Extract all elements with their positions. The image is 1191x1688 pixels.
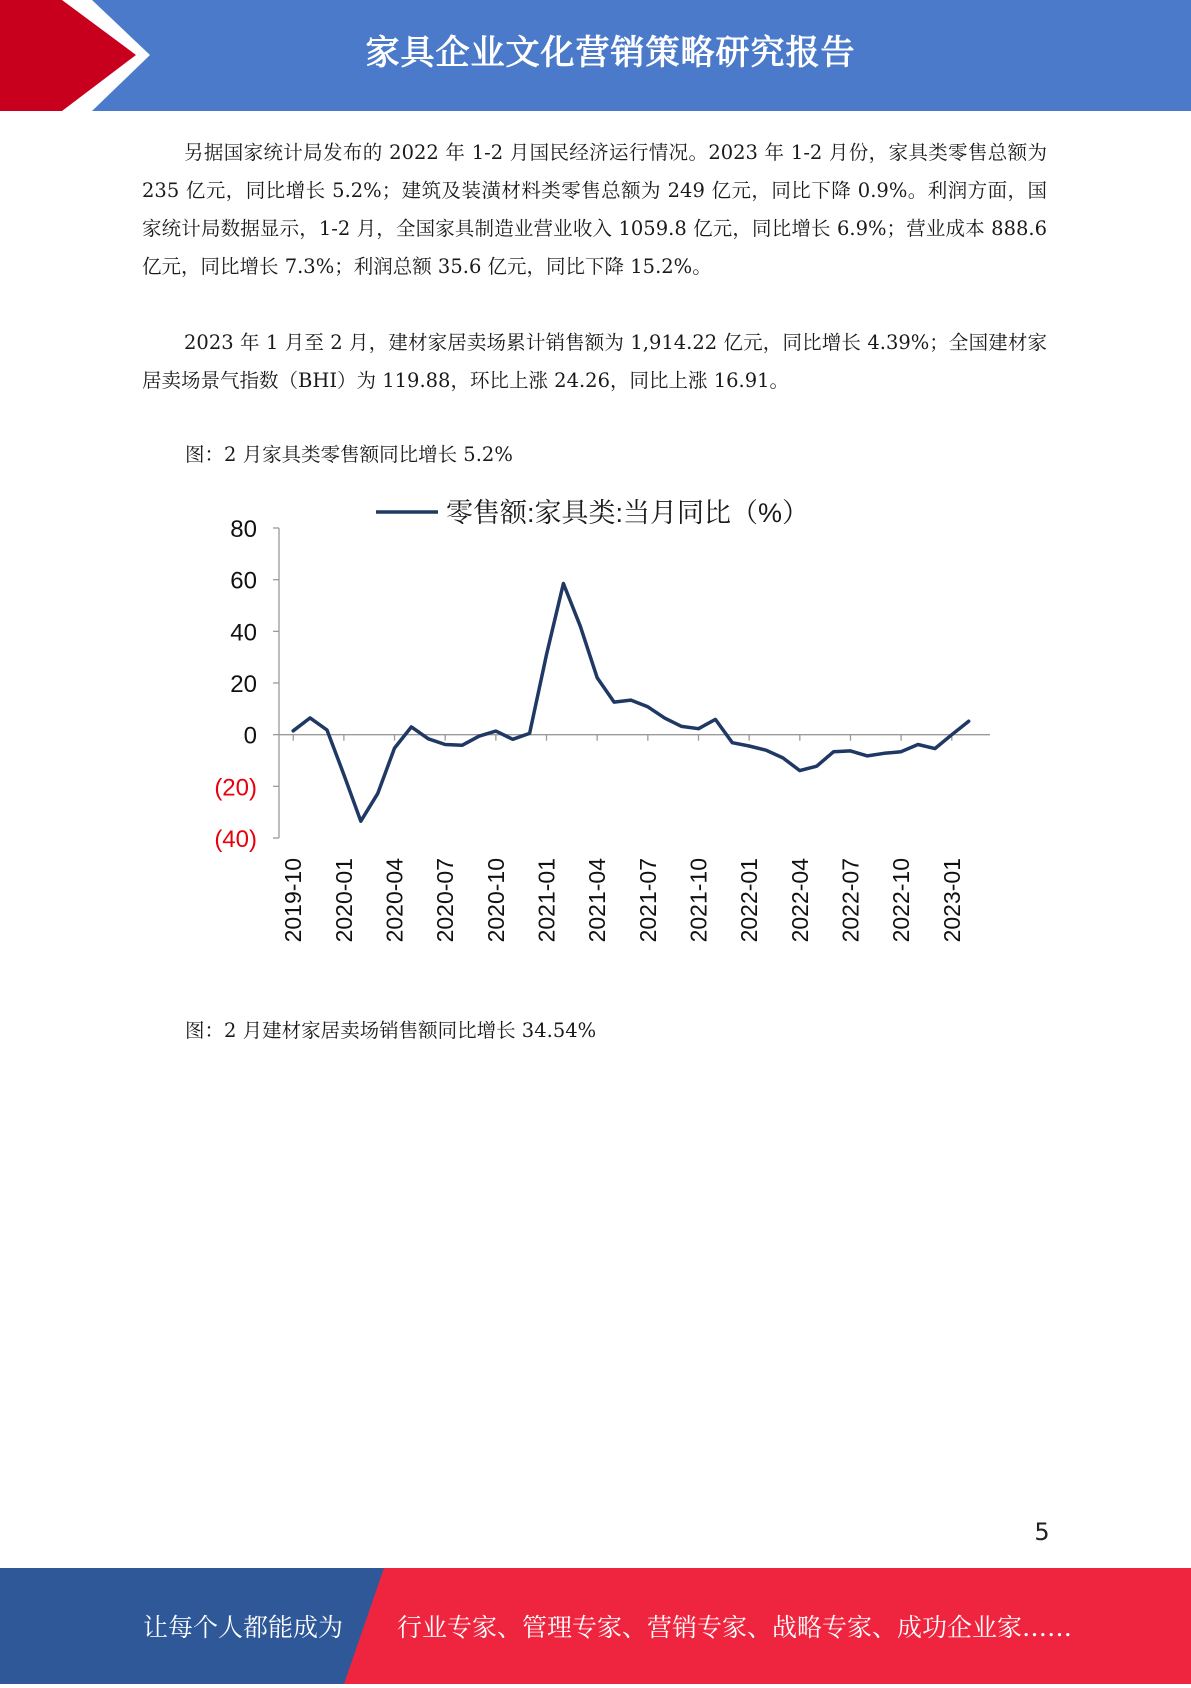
footer-slogan-right: 行业专家、管理专家、营销专家、战略专家、成功企业家…… bbox=[397, 1613, 1073, 1642]
body-paragraph-1: 另据国家统计局发布的 2022 年 1-2 月国民经济运行情况。2023 年 1-2 月份，家具类零售总额为 235 亿元，同比增长 5.2%；建筑及装潢材料类零售总额为 249 亿元，同比下降 0.9%。利润方面，国家统计局数据显示，1-2 月，全国家具制造业营业收入 1059.8 亿元，同比增长 6.9%；营业成本 888.6 亿元，同比增长 7.3%；利润总额 35.6 亿元，同比下降 15.2%。 bbox=[142, 141, 1047, 278]
y-tick-label: (40) bbox=[214, 826, 257, 853]
chart-legend bbox=[376, 498, 809, 528]
x-tick-label: 2022-07 bbox=[837, 858, 864, 943]
body-paragraph-2: 2023 年 1 月至 2 月，建材家居卖场累计销售额为 1,914.22 亿元，同比增长 4.39%；全国建材家居卖场景气指数（BHI）为 119.88，环比上涨 24.26，同比上涨 16.91。 bbox=[142, 331, 1047, 392]
x-tick-label: 2020-07 bbox=[432, 858, 459, 943]
footer-slogan-left: 让每个人都能成为 bbox=[143, 1613, 344, 1642]
page-header bbox=[0, 0, 1191, 111]
x-tick-label: 2023-01 bbox=[938, 858, 965, 943]
series-line-furniture-retail-yoy bbox=[293, 584, 969, 822]
x-tick-label: 2020-10 bbox=[482, 858, 509, 943]
x-tick-label: 2022-01 bbox=[736, 858, 763, 943]
page-number: 5 bbox=[1034, 1518, 1050, 1546]
x-axis-ticks bbox=[280, 735, 965, 943]
x-tick-label: 2020-01 bbox=[330, 858, 357, 943]
y-tick-label: 40 bbox=[230, 619, 257, 647]
x-tick-label: 2022-04 bbox=[786, 858, 813, 943]
x-tick-label: 2021-10 bbox=[685, 858, 712, 943]
page-title: 家具企业文化营销策略研究报告 bbox=[365, 33, 856, 73]
figure-2-caption: 图：2 月建材家居卖场销售额同比增长 34.54% bbox=[185, 1019, 597, 1042]
y-tick-label: 20 bbox=[230, 671, 257, 698]
y-axis-ticks bbox=[214, 516, 279, 853]
figure-1-caption: 图：2 月家具类零售额同比增长 5.2% bbox=[185, 443, 513, 466]
x-tick-label: 2021-07 bbox=[634, 858, 661, 943]
legend-label: 零售额:家具类:当月同比（%） bbox=[446, 498, 810, 528]
x-tick-label: 2021-01 bbox=[533, 858, 560, 943]
y-tick-label: (20) bbox=[214, 774, 257, 802]
y-tick-label: 80 bbox=[230, 516, 257, 543]
x-tick-label: 2020-04 bbox=[381, 858, 408, 943]
y-tick-label: 0 bbox=[243, 722, 257, 750]
x-tick-label: 2021-04 bbox=[584, 858, 611, 943]
chart-axes bbox=[279, 528, 990, 838]
x-tick-label: 2022-10 bbox=[888, 858, 915, 943]
page-footer bbox=[0, 1568, 1191, 1684]
x-tick-label: 2019-10 bbox=[280, 858, 307, 943]
chart-series bbox=[293, 584, 969, 822]
y-tick-label: 60 bbox=[230, 567, 257, 595]
furniture-retail-yoy-chart bbox=[180, 480, 1020, 970]
